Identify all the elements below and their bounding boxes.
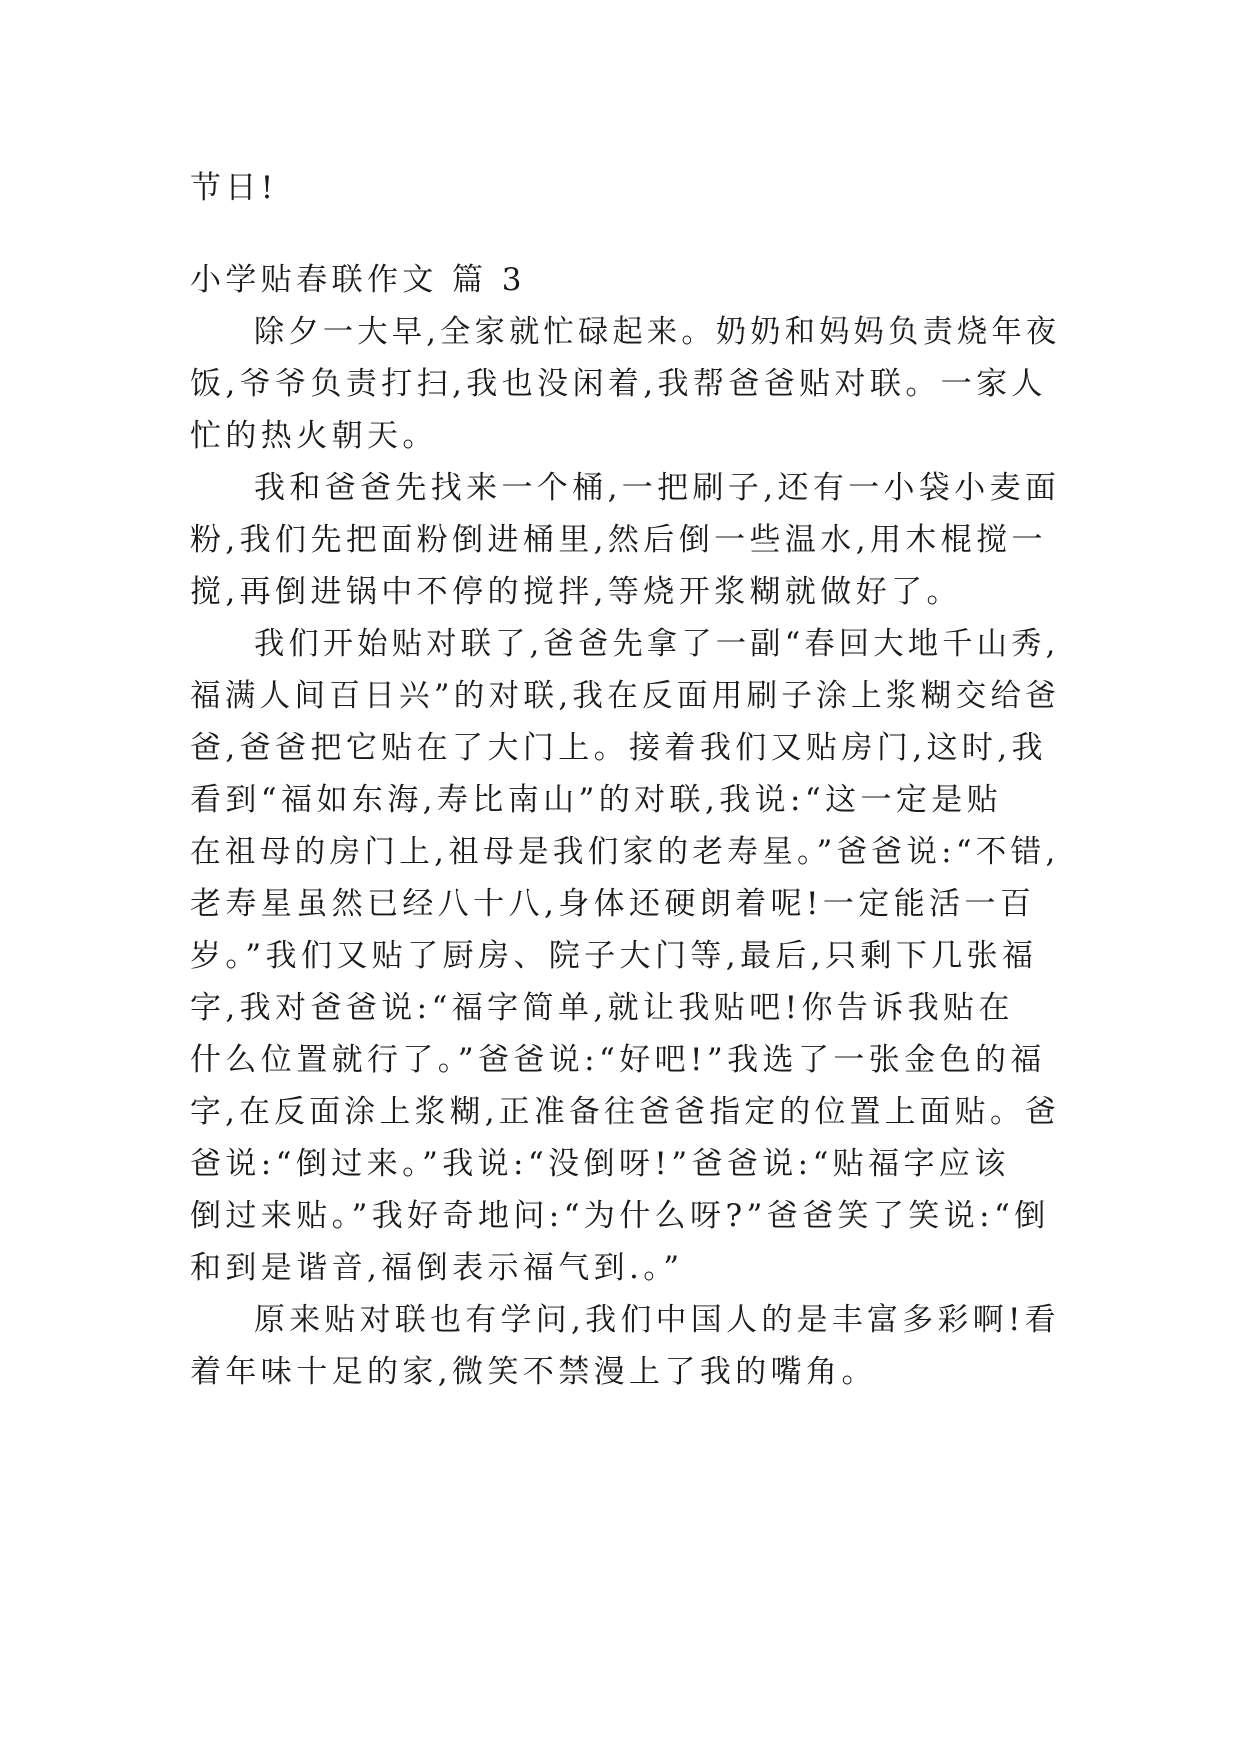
paragraph-2-line-3: 搅,再倒进锅中不停的搅拌,等烧开浆糊就做好了。: [190, 574, 962, 610]
paragraph-2-line-2: 粉,我们先把面粉倒进桶里,然后倒一些温水,用木棍搅一: [190, 522, 1047, 558]
paragraph-3-line-6: 老寿星虽然已经八十八,身体还硬朗着呢!一定能活一百: [190, 886, 1036, 922]
paragraph-3-line-3: 爸,爸爸把它贴在了大门上。接着我们又贴房门,这时,我: [190, 730, 1047, 766]
paragraph-2-line-1: 我和爸爸先找来一个桶,一把刷子,还有一小袋小麦面: [254, 470, 1061, 506]
paragraph-3-line-11: 爸说:“倒过来。”我说:“没倒呀!”爸爸说:“贴福字应该: [190, 1146, 1010, 1182]
paragraph-3-line-5: 在祖母的房门上,祖母是我们家的老寿星。”爸爸说:“不错,: [190, 834, 1060, 870]
paragraph-4-line-1: 原来贴对联也有学问,我们中国人的是丰富多彩啊!看: [254, 1302, 1060, 1338]
paragraph-3-line-2: 福满人间百日兴”的对联,我在反面用刷子涂上浆糊交给爸: [190, 678, 1061, 714]
paragraph-3-line-1: 我们开始贴对联了,爸爸先拿了一副“春回大地千山秀,: [254, 626, 1060, 662]
paragraph-3-line-8: 字,我对爸爸说:“福字简单,就让我贴吧!你告诉我贴在: [190, 990, 1014, 1026]
paragraph-1-line-1: 除夕一大早,全家就忙碌起来。奶奶和妈妈负责烧年夜: [254, 314, 1061, 350]
paragraph-3-line-13: 和到是谐音,福倒表示福气到.。”: [190, 1250, 684, 1286]
previous-section-tail: 节日!: [190, 170, 278, 206]
paragraph-3-line-4: 看到“福如东海,寿比南山”的对联,我说:“这一定是贴: [190, 782, 1003, 818]
paragraph-1-line-2: 饭,爷爷负责打扫,我也没闲着,我帮爸爸贴对联。一家人: [190, 366, 1047, 402]
paragraph-3-line-7: 岁。”我们又贴了厨房、院子大门等,最后,只剩下几张福: [190, 938, 1038, 974]
paragraph-4-line-2: 着年味十足的家,微笑不禁漫上了我的嘴角。: [190, 1354, 877, 1390]
paragraph-3-line-9: 什么位置就行了。”爸爸说:“好吧!”我选了一张金色的福: [190, 1042, 1046, 1078]
paragraph-1-line-3: 忙的热火朝天。: [190, 418, 438, 454]
paragraph-3-line-12: 倒过来贴。”我好奇地问:“为什么呀?”爸爸笑了笑说:“倒: [190, 1198, 1050, 1234]
section-heading: 小学贴春联作文 篇 3: [190, 262, 526, 298]
paragraph-3-line-10: 字,在反面涂上浆糊,正准备往爸爸指定的位置上面贴。爸: [190, 1094, 1061, 1130]
